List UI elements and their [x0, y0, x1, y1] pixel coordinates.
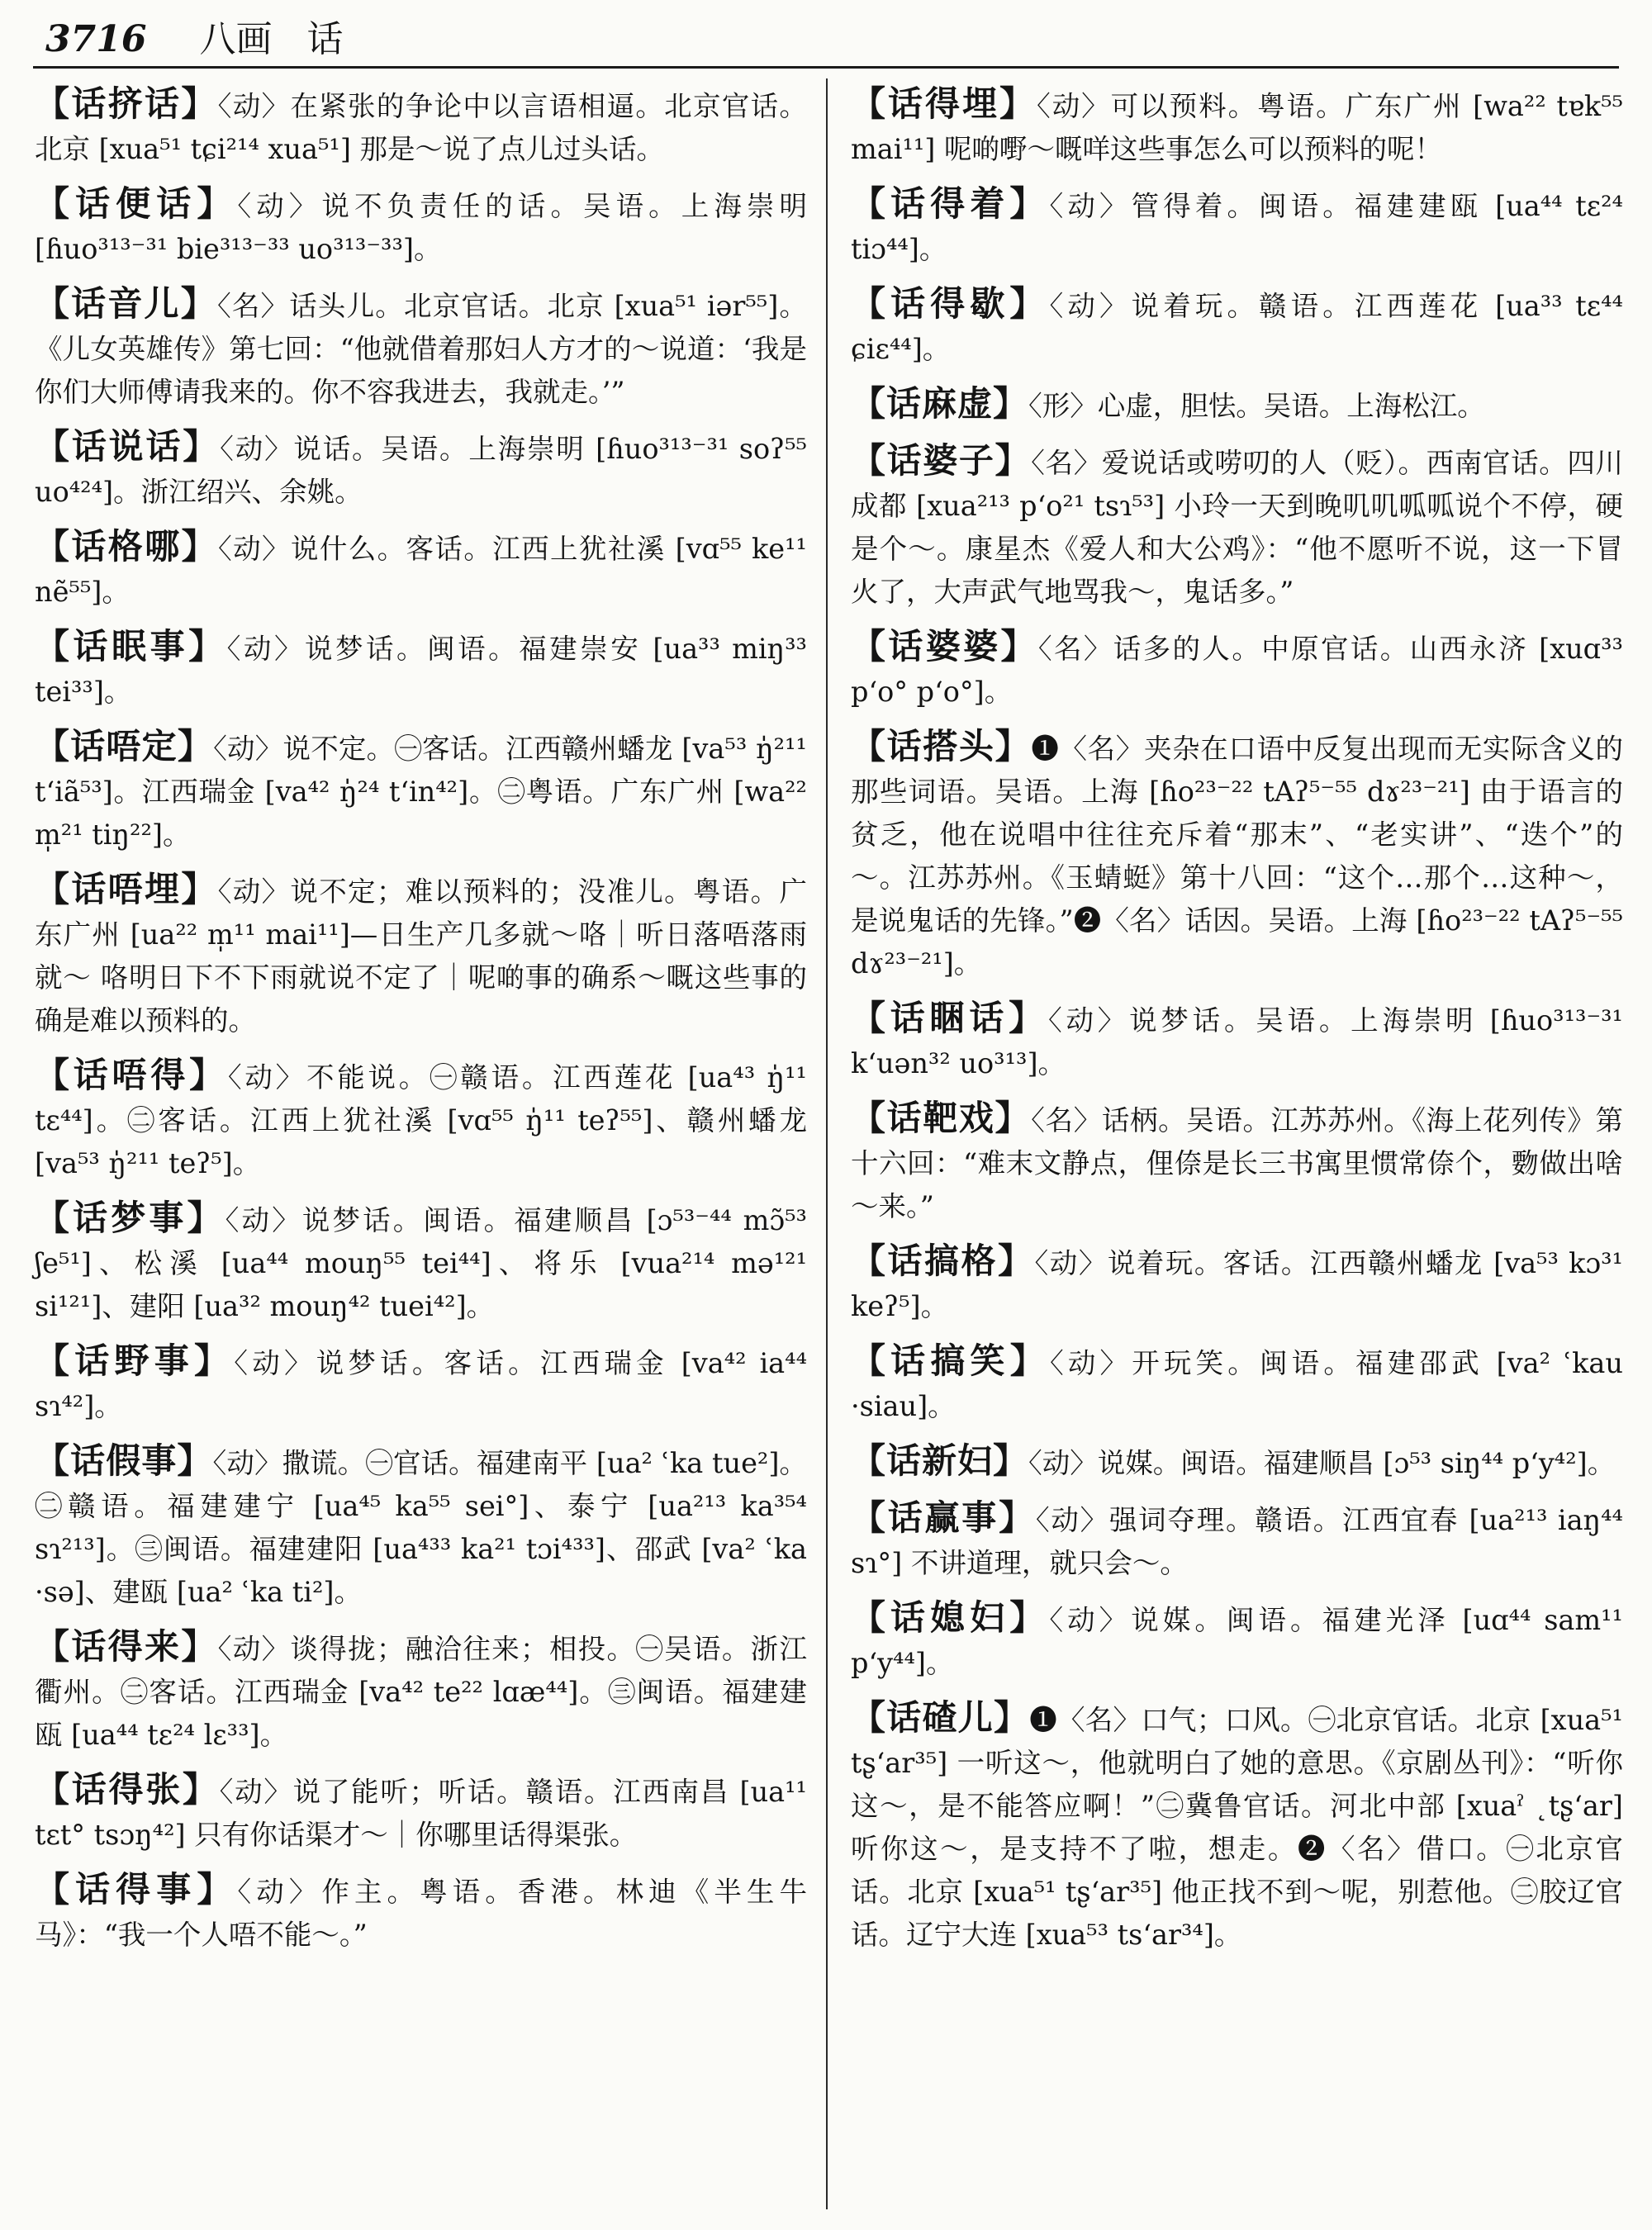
- dictionary-entry: [851, 183, 1623, 271]
- right-column: [851, 83, 1623, 1968]
- entry-definition: 〈名〉爱说话或唠叨的人（贬）。西南官话。四川成都 [xua²¹³ pʻo²¹ tsɿ⁵³] 小玲一天到晚叽叽呱呱说个不停，硬是个～。康星杰《爱人和大公鸡》：“他不愿听不说，这一下冒火了，大声武气地骂我～，鬼话多。”: [851, 447, 1623, 608]
- entry-definition: 〈动〉说梦话。客话。江西瑞金 [va⁴² ia⁴⁴ sɿ⁴²]。: [35, 1347, 807, 1422]
- entry-definition: 〈动〉说什么。客话。江西上犹社溪 [vɑ⁵⁵ ke¹¹ nẽ⁵⁵]。: [35, 533, 807, 608]
- entry-definition: 〈动〉说梦话。吴语。上海崇明 [ɦuo³¹³⁻³¹ kʻuən³² uo³¹³]。: [851, 1004, 1623, 1079]
- entry-headword: 【话唔定】: [35, 726, 214, 766]
- entry-definition: 〈动〉开玩笑。闽语。福建邵武 [va² ʿkau ·siau]。: [851, 1347, 1623, 1422]
- entry-headword: 【话赢事】: [851, 1497, 1036, 1538]
- dictionary-entry: [35, 1868, 807, 1957]
- page-header: [45, 15, 1615, 64]
- entry-headword: 【话婆婆】: [851, 626, 1038, 667]
- entry-definition: 〈动〉说着玩。赣语。江西莲花 [ua³³ tɛ⁴⁴ ɕiɛ⁴⁴]。: [851, 290, 1623, 365]
- entry-definition: ❶〈名〉口气；口风。㊀北京官话。北京 [xua⁵¹ tʂʻar³⁵] 一听这～，他就明白了她的意思。《京剧丛刊》：“听你这～，是不能答应啊！”㊁冀鲁官话。河北中部 [xuaˀ ˛tʂʻar] 听你这～，是支持不了啦，想走。❷〈名〉借口。㊀北京官话。北京 [xua⁵¹ tʂʻar³⁵] 他正找不到～呢，别惹他。㊁胶辽官话。辽宁大连 [xua⁵³ tsʻar³⁴]。: [851, 1704, 1623, 1951]
- entry-headword: 【话野事】: [35, 1340, 235, 1381]
- entry-headword: 【话音儿】: [35, 283, 217, 324]
- entry-definition: 〈动〉说不负责任的话。吴语。上海崇明 [ɦuo³¹³⁻³¹ bie³¹³⁻³³ uo³¹³⁻³³]。: [35, 190, 807, 265]
- entry-definition: 〈动〉在紧张的争论中以言语相逼。北京官话。北京 [xua⁵¹ tɕi²¹⁴ xua⁵¹] 那是～说了点儿过头话。: [35, 90, 807, 165]
- entry-definition: 〈动〉不能说。㊀赣语。江西莲花 [ua⁴³ ŋ̍¹¹ tɛ⁴⁴]。㊁客话。江西上犹社溪 [vɑ⁵⁵ ŋ̍¹¹ teʔ⁵⁵]、赣州蟠龙 [va⁵³ ŋ̍²¹¹ teʔ⁵]。: [35, 1061, 807, 1179]
- entry-definition: ❶〈名〉夹杂在口语中反复出现而无实际含义的那些词语。吴语。上海 [ɦo²³⁻²² tAʔ⁵⁻⁵⁵ dɤ²³⁻²¹] 由于语言的贫乏，他在说唱中往往充斥着“那末”、“老实讲”、“迭个”的～。江苏苏州。《玉蜻蜓》第十八回：“这个…那个…这种～，是说鬼话的先锋。”❷〈名〉话因。吴语。上海 [ɦo²³⁻²² tAʔ⁵⁻⁵⁵ dɤ²³⁻²¹]。: [851, 733, 1623, 980]
- dictionary-entry: [35, 1625, 807, 1757]
- entry-definition: 〈动〉说不定。㊀客话。江西赣州蟠龙 [va⁵³ ŋ̍²¹¹ tʻiã⁵³]。江西瑞金 [va⁴² ŋ̍²⁴ tʻin⁴²]。㊁粤语。广东广州 [wa²² m̩²¹ tiŋ²²]。: [35, 733, 807, 851]
- entry-headword: 【话婆子】: [851, 440, 1032, 481]
- entry-definition: 〈动〉管得着。闽语。福建建瓯 [ua⁴⁴ tɛ²⁴ tiɔ⁴⁴]。: [851, 190, 1623, 265]
- entry-headword: 【话搞笑】: [851, 1340, 1050, 1381]
- dictionary-entry: [35, 1054, 807, 1185]
- entry-headword: 【话唔得】: [35, 1055, 228, 1095]
- entry-definition: 〈动〉说了能听；听话。赣语。江西南昌 [ua¹¹ tɛt° tsɔŋ⁴²] 只有你话渠才～｜你哪里话得渠张。: [35, 1776, 807, 1851]
- entry-definition: 〈动〉说媒。闽语。福建顺昌 [ɔ⁵³ siŋ⁴⁴ pʻy⁴²]。: [1028, 1447, 1616, 1479]
- dictionary-entry: [35, 1440, 807, 1614]
- entry-definition: 〈形〉心虚，胆怯。吴语。上海松江。: [1028, 390, 1485, 422]
- dictionary-entry: [35, 183, 807, 271]
- dictionary-entry: [851, 997, 1623, 1085]
- entry-definition: 〈动〉说梦话。闽语。福建顺昌 [ɔ⁵³⁻⁴⁴ mɔ̃⁵³ ʃe⁵¹]、松溪 [ua⁴⁴ mouŋ⁵⁵ tei⁴⁴]、将乐 [vua²¹⁴ mə¹²¹ si¹²¹]、建阳 [ua³² mouŋ⁴² tuei⁴²]。: [35, 1204, 807, 1322]
- dictionary-entry: [35, 282, 807, 414]
- entry-headword: 【话新妇】: [851, 1440, 1029, 1481]
- dictionary-entry: [851, 1440, 1623, 1485]
- entry-definition: 〈名〉话头儿。北京官话。北京 [xua⁵¹ iər⁵⁵]。《儿女英雄传》第七回：“他就借着那妇人方才的～说道：‘我是你们大师傅请我来的。你不容我进去，我就走。’”: [35, 290, 807, 408]
- dictionary-entry: [851, 1340, 1623, 1428]
- entry-headword: 【话得着】: [851, 183, 1050, 224]
- dictionary-entry: [851, 382, 1623, 428]
- dictionary-entry: [851, 1597, 1623, 1685]
- entry-headword: 【话眠事】: [35, 626, 227, 667]
- dictionary-entry: [35, 1197, 807, 1328]
- entry-definition: 〈名〉话柄。吴语。江苏苏州。《海上花列传》第十六回：“难末文静点，俚倷是长三书寓里惯常倷个，覅做出啥～来。”: [851, 1104, 1623, 1222]
- entry-headword: 【话格哪】: [35, 526, 218, 567]
- dictionary-entry: [35, 725, 807, 856]
- entry-headword: 【话睏话】: [851, 998, 1048, 1038]
- left-column: [35, 83, 807, 1968]
- entry-headword: 【话搭头】: [851, 726, 1032, 766]
- dictionary-entry: [851, 1097, 1623, 1228]
- dictionary-entry: [851, 439, 1623, 614]
- entry-definition: 〈动〉说媒。闽语。福建光泽 [uɑ⁴⁴ sam¹¹ pʻy⁴⁴]。: [851, 1604, 1623, 1679]
- dictionary-entry: [35, 625, 807, 714]
- entry-definition: 〈动〉撒谎。㊀官话。福建南平 [ua² ʿka tue²]。㊁赣语。福建建宁 [ua⁴⁵ ka⁵⁵ sei°]、泰宁 [ua²¹³ ka³⁵⁴ sɿ²¹³]。㊂闽语。福建建阳 [ua⁴³³ ka²¹ tɔi⁴³³]、邵武 [va² ʿka ·sə]、建瓯 [ua² ʿka ti²]。: [35, 1447, 807, 1608]
- dictionary-entry: [35, 1340, 807, 1428]
- stroke-section: 八画: [199, 18, 273, 60]
- entry-headword: 【话搞格】: [851, 1241, 1035, 1281]
- head-character: 话: [306, 18, 344, 60]
- entry-headword: 【话碴儿】: [851, 1697, 1030, 1738]
- dictionary-entry: [35, 1768, 807, 1857]
- entry-headword: 【话麻虚】: [851, 383, 1029, 424]
- dictionary-entry: [851, 83, 1623, 171]
- entry-headword: 【话假事】: [35, 1440, 213, 1481]
- dictionary-entry: [851, 1497, 1623, 1585]
- entry-headword: 【话得埋】: [851, 83, 1037, 124]
- entry-headword: 【话说话】: [35, 426, 221, 467]
- entry-headword: 【话便话】: [35, 183, 238, 224]
- entry-headword: 【话得事】: [35, 1869, 238, 1910]
- entry-headword: 【话得歇】: [851, 283, 1050, 324]
- entry-definition: 〈动〉说话。吴语。上海崇明 [ɦuo³¹³⁻³¹ soʔ⁵⁵ uo⁴²⁴]。浙江绍兴、余姚。: [35, 433, 807, 508]
- entry-definition: 〈动〉作主。粤语。香港。林迪《半生牛马》：“我一个人唔不能～。”: [35, 1876, 807, 1951]
- dictionary-entry: [851, 282, 1623, 371]
- entry-headword: 【话梦事】: [35, 1198, 225, 1238]
- dictionary-entry: [851, 1240, 1623, 1328]
- entry-headword: 【话得张】: [35, 1769, 220, 1810]
- entry-headword: 【话得来】: [35, 1626, 218, 1667]
- page-number: 3716: [45, 18, 147, 60]
- entry-definition: 〈动〉谈得拢；融洽往来；相投。㊀吴语。浙江衢州。㊁客话。江西瑞金 [va⁴² te²² lɑæ⁴⁴]。㊂闽语。福建建瓯 [ua⁴⁴ tɛ²⁴ lɛ³³]。: [35, 1633, 807, 1751]
- entry-definition: 〈动〉说着玩。客话。江西赣州蟠龙 [va⁵³ kɔ³¹ keʔ⁵]。: [851, 1247, 1623, 1322]
- column-divider: [826, 78, 828, 2209]
- entry-definition: 〈动〉说梦话。闽语。福建崇安 [ua³³ miŋ³³ tei³³]。: [35, 633, 807, 708]
- dictionary-entry: [851, 1696, 1623, 1957]
- entry-definition: 〈名〉话多的人。中原官话。山西永济 [xuɑ³³ pʻo° pʻo°]。: [851, 633, 1623, 708]
- entry-definition: 〈动〉说不定；难以预料的；没准儿。粤语。广东广州 [ua²² m̩¹¹ mai¹¹]—日生产几多就～咯｜听日落唔落雨就～ 咯明日下不下雨就说不定了｜呢啲事的确系～嘅这些事的确是难以预料的。: [35, 875, 807, 1037]
- entry-headword: 【话挤话】: [35, 83, 218, 124]
- entry-headword: 【话媳妇】: [851, 1597, 1050, 1638]
- dictionary-entry: [35, 83, 807, 171]
- entry-definition: 〈动〉可以预料。粤语。广东广州 [wa²² tɐk⁵⁵ mai¹¹] 呢啲嘢～嘅咩这些事怎么可以预料的呢！: [851, 90, 1623, 165]
- dictionary-entry: [851, 625, 1623, 714]
- dictionary-entry: [35, 425, 807, 514]
- header-rule: [33, 66, 1619, 69]
- dictionary-entry: [35, 868, 807, 1042]
- entry-headword: 【话唔埋】: [35, 869, 218, 909]
- dictionary-entry: [851, 725, 1623, 985]
- dictionary-entry: [35, 525, 807, 614]
- entry-definition: 〈动〉强词夺理。赣语。江西宜春 [ua²¹³ iaŋ⁴⁴ sɿ°] 不讲道理，就只会～。: [851, 1504, 1623, 1579]
- entry-headword: 【话靶戏】: [851, 1098, 1032, 1138]
